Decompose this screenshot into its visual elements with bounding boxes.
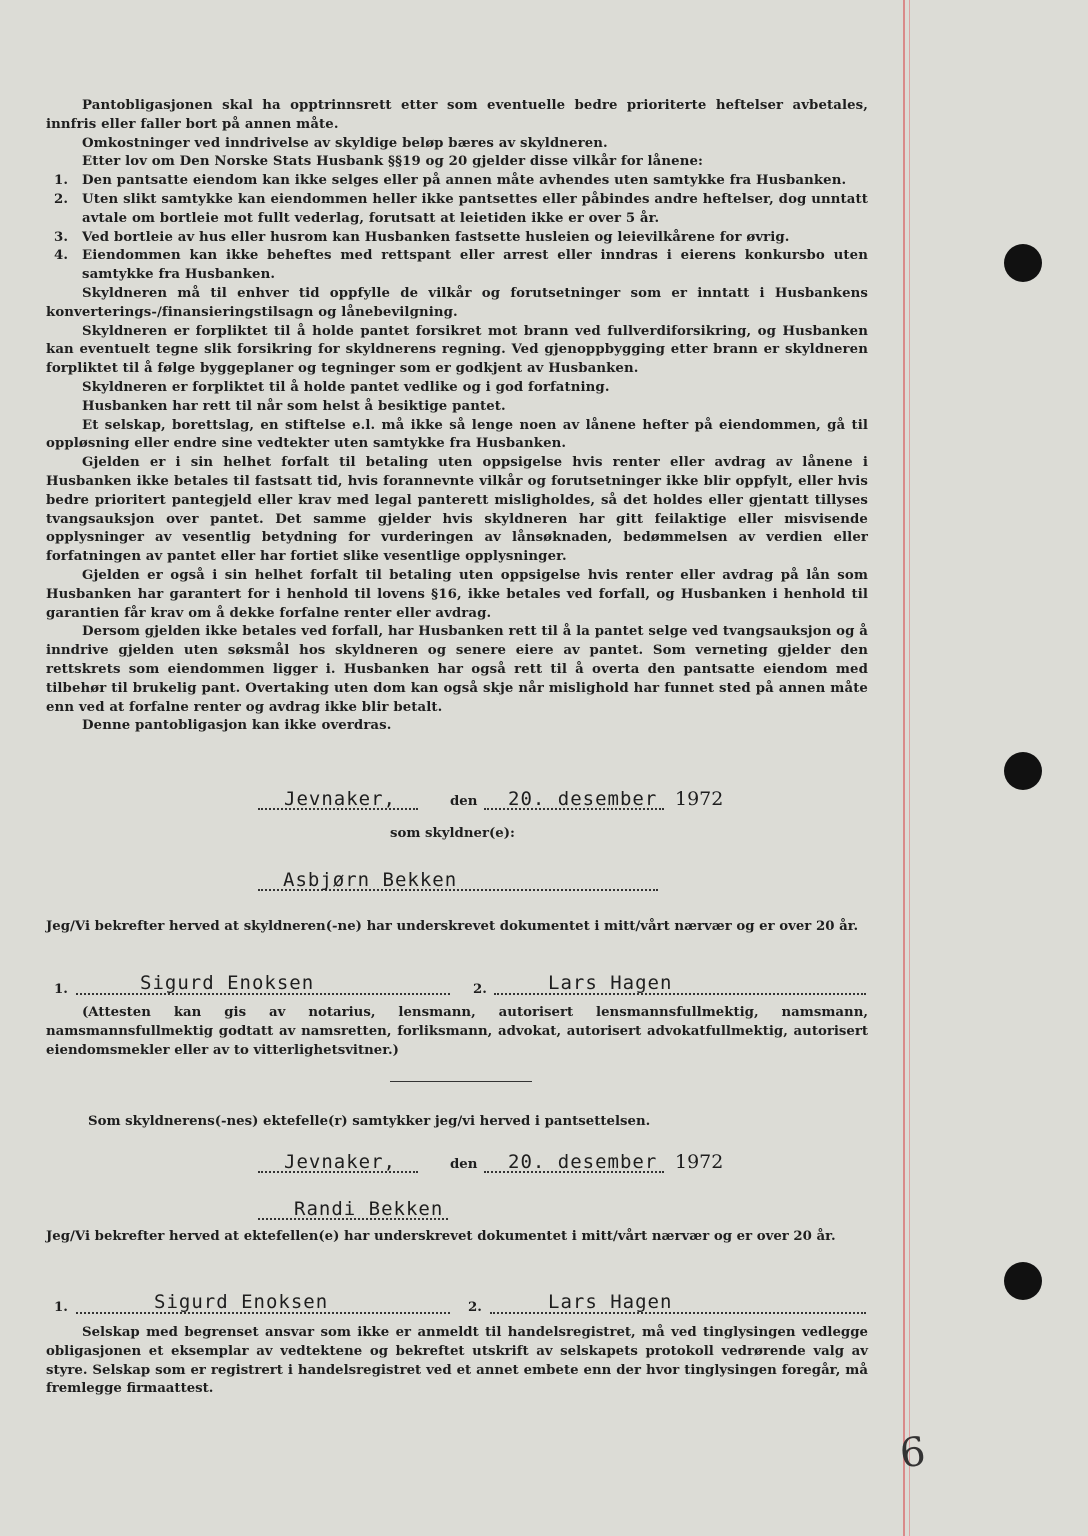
paragraph: Pantobligasjonen skal ha opptrinnsrett etter som eventuelle bedre prioriterte heftelser avbetales, innfris eller faller bort på annen måte.: [46, 98, 868, 132]
witness-confirmation: Jeg/Vi bekrefter herved at skyldneren(-ne) har underskrevet dokumentet i mitt/vårt nærvær og er over 20 år.: [46, 919, 859, 934]
paragraph: Dersom gjelden ikke betales ved forfall, har Husbanken rett til å la pantet selge ved tvangsauksjon og å inndrive gjelden uten søksmål hos skyldneren og senere eiere av pantet. Som verneting gjelder den rettskrets som eiendommen ligger i. Husbanken har også rett til å overta den pantsatte eiendom med tilbehør til brukelig pant. Overtaking uten dom kan også skje når mislighold har funnet sted på annen måte enn ved at forfalne renter og avdrag ikke blir betalt.: [46, 624, 868, 715]
date-value: 20. desember: [508, 1151, 658, 1173]
debtor-role-label: som skyldner(e):: [390, 826, 515, 841]
margin-line-inner: [909, 0, 910, 1536]
spouse-consent: Som skyldnerens(-nes) ektefelle(r) samtykker jeg/vi herved i pantsettelsen.: [88, 1114, 651, 1129]
debtor-name: Asbjørn Bekken: [283, 869, 458, 891]
witness-1-name: Sigurd Enoksen: [140, 972, 315, 994]
witness-1-number: 1.: [54, 982, 68, 997]
paragraph: Skyldneren er forpliktet til å holde pantet vedlike og i god forfatning.: [82, 379, 610, 395]
place-value: Jevnaker,: [284, 788, 396, 810]
date-value: 20. desember: [508, 788, 658, 810]
punch-hole: [1004, 244, 1042, 282]
list-item: 4. Eiendommen kan ikke beheftes med rettspant eller arrest eller inndras i eierens konkursbo uten samtykke fra Husbanken.: [54, 248, 868, 283]
paragraph: Et selskap, borettslag, en stiftelse e.l. må ikke så lenge noen av lånene hefter på eiendommen, gå til oppløsning eller endre sine vedtekter uten samtykke fra Husbanken.: [46, 417, 868, 452]
list-item: 3. Ved bortleie av hus eller husrom kan Husbanken fastsette husleien og leievilkårene for øvrig.: [54, 229, 790, 245]
paragraph: Gjelden er i sin helhet forfalt til betaling uten oppsigelse hvis renter eller avdrag av lånene i Husbanken ikke betales til fastsatt tid, hvis forannevnte vilkår og forutsetninger ikke blir oppfylt, eller hvis bedre prioritert pantegjeld eller krav med legal panterett misligholdes, så det holdes eller gjentatt tillyses tvangsauksjon over pantet. Det samme gjelder hvis skyldneren har gitt feilaktige eller misvisende opplysninger av vesentlig betydning for vurderingen av lånsøknaden, bedømmelsen av verdien eller forfatningen av pantet eller har fortiet slike vesentlige opplysninger.: [46, 455, 868, 565]
witness-confirmation: Jeg/Vi bekrefter herved at ektefellen(e) har underskrevet dokumentet i mitt/vårt nærvær og er over 20 år.: [46, 1229, 836, 1244]
den-label: den: [450, 1157, 478, 1172]
paragraph: Omkostninger ved inndrivelse av skyldige beløp bæres av skyldneren.: [82, 135, 608, 151]
list-item: 1. Den pantsatte eiendom kan ikke selges eller på annen måte avhendes uten samtykke fra Husbanken.: [54, 173, 847, 189]
paragraph: Skyldneren må til enhver tid oppfylle de vilkår og forutsetninger som er inntatt i Husbankens konverterings-/finansieringstilsagn og lånebevilgning.: [46, 285, 868, 320]
witness-2-number: 2.: [468, 1300, 482, 1315]
attestation-note: (Attesten kan gis av notarius, lensmann, autorisert lensmannsfullmektig, namsmann, namsmannsfullmektig godtatt av namsretten, forliksmann, advokat, autorisert advokatfullmektig, autorisert eiendomsmekler eller av to vitterlighetsvitner.): [46, 1005, 868, 1058]
witness-2-name: Lars Hagen: [548, 972, 673, 994]
footer-note: Selskap med begrenset ansvar som ikke er anmeldt til handelsregistret, må ved tinglysingen vedlegge obligasjonen et eksemplar av vedtektene og bekreftet utskrift av selskapets protokoll vedrørende valg av styre. Selskap som er registrert i handelsregistret ved et annet embete enn der hvor tinglysingen foregår, må fremlegge firmaattest.: [46, 1325, 868, 1397]
year-value: 1972: [675, 788, 724, 810]
witness-2-number: 2.: [473, 982, 487, 997]
punch-hole: [1004, 1262, 1042, 1300]
paragraph: Husbanken har rett til når som helst å besiktige pantet.: [82, 398, 506, 414]
year-value: 1972: [675, 1151, 724, 1173]
spouse-name: Randi Bekken: [294, 1198, 444, 1220]
witness-1-number: 1.: [54, 1300, 68, 1315]
list-item: 2. Uten slikt samtykke kan eiendommen heller ikke pantsettes eller påbindes andre heftelser, dog unntatt avtale om bortleie mot fullt vederlag, forutsatt at leietiden ikke er over 5 år.: [54, 191, 868, 226]
terms-body: [46, 97, 868, 736]
witness-2-name: Lars Hagen: [548, 1291, 673, 1313]
separator-rule: [390, 1081, 532, 1082]
paragraph: Denne pantobligasjon kan ikke overdras.: [82, 718, 392, 734]
witness-1-name: Sigurd Enoksen: [154, 1291, 329, 1313]
paragraph: Etter lov om Den Norske Stats Husbank §§19 og 20 gjelder disse vilkår for lånene:: [82, 154, 704, 170]
paragraph: Gjelden er også i sin helhet forfalt til betaling uten oppsigelse hvis renter eller avdrag på lån som Husbanken har garantert for i henhold til lovens §16, ikke betales ved forfall, og Husbanken i henhold til garantien får krav om å dekke forfalne renter eller avdrag.: [46, 567, 868, 621]
punch-hole: [1004, 752, 1042, 790]
margin-line: [903, 0, 905, 1536]
witness-2-line: [490, 1312, 866, 1314]
margin-mark: 6: [897, 1428, 928, 1478]
place-value: Jevnaker,: [284, 1151, 396, 1173]
paragraph: Skyldneren er forpliktet til å holde pantet forsikret mot brann ved fullverdiforsikring, og Husbanken kan eventuelt tegne slik forsikring for skyldnerens regning. Ved gjenoppbygging etter brann er skyldneren forpliktet til å følge byggeplaner og tegninger som er godkjent av Husbanken.: [46, 323, 868, 377]
den-label: den: [450, 794, 478, 809]
